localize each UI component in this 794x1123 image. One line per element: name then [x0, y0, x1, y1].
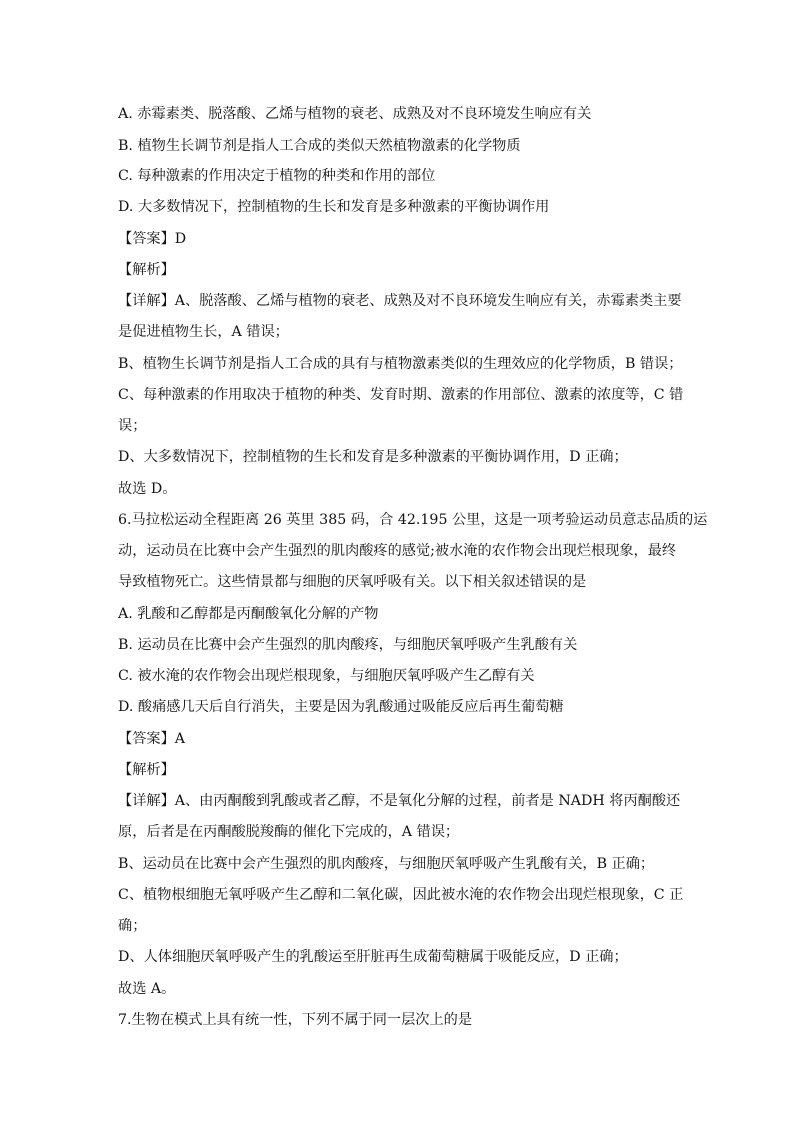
q6-detail-line: C、植物根细胞无氧呼吸产生乙醇和二氧化碳，因此被水淹的农作物会出现烂根现象，C 正 — [118, 887, 684, 903]
q6-option-a: A. 乳酸和乙醇都是丙酮酸氧化分解的产物 — [118, 606, 379, 622]
q6-detail-line: 原，后者是在丙酮酸脱羧酶的催化下完成的，A 错误； — [118, 824, 460, 840]
q6-stem-line: 6.马拉松运动全程距离 26 英里 385 码，合 42.195 公里，这是一项考验运动员意志品质的运 — [118, 512, 708, 528]
q6-answer: 【答案】A — [118, 731, 185, 747]
q5-analysis-heading: 【解析】 — [118, 262, 175, 278]
q6-conclusion: 故选 A。 — [118, 981, 176, 997]
q5-detail-line: B、植物生长调节剂是指人工合成的具有与植物激素类似的生理效应的化学物质，B 错误； — [118, 356, 683, 372]
q6-detail-line: 【详解】A、由丙酮酸到乳酸或者乙醇，不是氧化分解的过程，前者是 NADH 将丙酮酸还 — [118, 793, 681, 809]
q6-option-d: D. 酸痛感几天后自行消失，主要是因为乳酸通过吸能反应后再生葡萄糖 — [118, 699, 564, 715]
q7-stem-line: 7.生物在模式上具有统一性，下列不属于同一层次上的是 — [118, 1012, 473, 1028]
q5-option-c: C. 每种激素的作用决定于植物的种类和作用的部位 — [118, 168, 436, 184]
q5-option-b: B. 植物生长调节剂是指人工合成的类似天然植物激素的化学物质 — [118, 138, 521, 154]
q6-detail-line: D、人体细胞厌氧呼吸产生的乳酸运至肝脏再生成葡萄糖属于吸能反应，D 正确； — [118, 949, 628, 965]
q5-detail-line: 【详解】A、脱落酸、乙烯与植物的衰老、成熟及对不良环境发生响应有关，赤霉素类主要 — [118, 293, 682, 309]
q6-detail-line: 确； — [118, 918, 147, 934]
q6-stem-line: 动，运动员在比赛中会产生强烈的肌肉酸疼的感觉;被水淹的农作物会出现烂根现象，最终 — [118, 543, 677, 559]
q6-detail-line: B、运动员在比赛中会产生强烈的肌肉酸疼，与细胞厌氧呼吸产生乳酸有关，B 正确； — [118, 856, 655, 872]
q5-detail-line: 误； — [118, 418, 147, 434]
q5-option-a: A. 赤霉素类、脱落酸、乙烯与植物的衰老、成熟及对不良环境发生响应有关 — [118, 106, 592, 122]
q5-answer: 【答案】D — [118, 231, 187, 247]
q5-detail-line: 是促进植物生长，A 错误； — [118, 324, 289, 340]
q6-option-c: C. 被水淹的农作物会出现烂根现象，与细胞厌氧呼吸产生乙醇有关 — [118, 668, 535, 684]
q5-detail-line: C、每种激素的作用取决于植物的种类、发育时期、激素的作用部位、激素的浓度等，C 错 — [118, 387, 684, 403]
q6-stem-line: 导致植物死亡。这些情景都与细胞的厌氧呼吸有关。以下相关叙述错误的是 — [118, 574, 587, 590]
q6-option-b: B. 运动员在比赛中会产生强烈的肌肉酸疼，与细胞厌氧呼吸产生乳酸有关 — [118, 637, 578, 653]
q5-detail-line: D、大多数情况下，控制植物的生长和发育是多种激素的平衡协调作用，D 正确； — [118, 449, 628, 465]
q5-option-d: D. 大多数情况下，控制植物的生长和发育是多种激素的平衡协调作用 — [118, 199, 550, 215]
q6-analysis-heading: 【解析】 — [118, 762, 175, 778]
q5-conclusion: 故选 D。 — [118, 481, 177, 497]
